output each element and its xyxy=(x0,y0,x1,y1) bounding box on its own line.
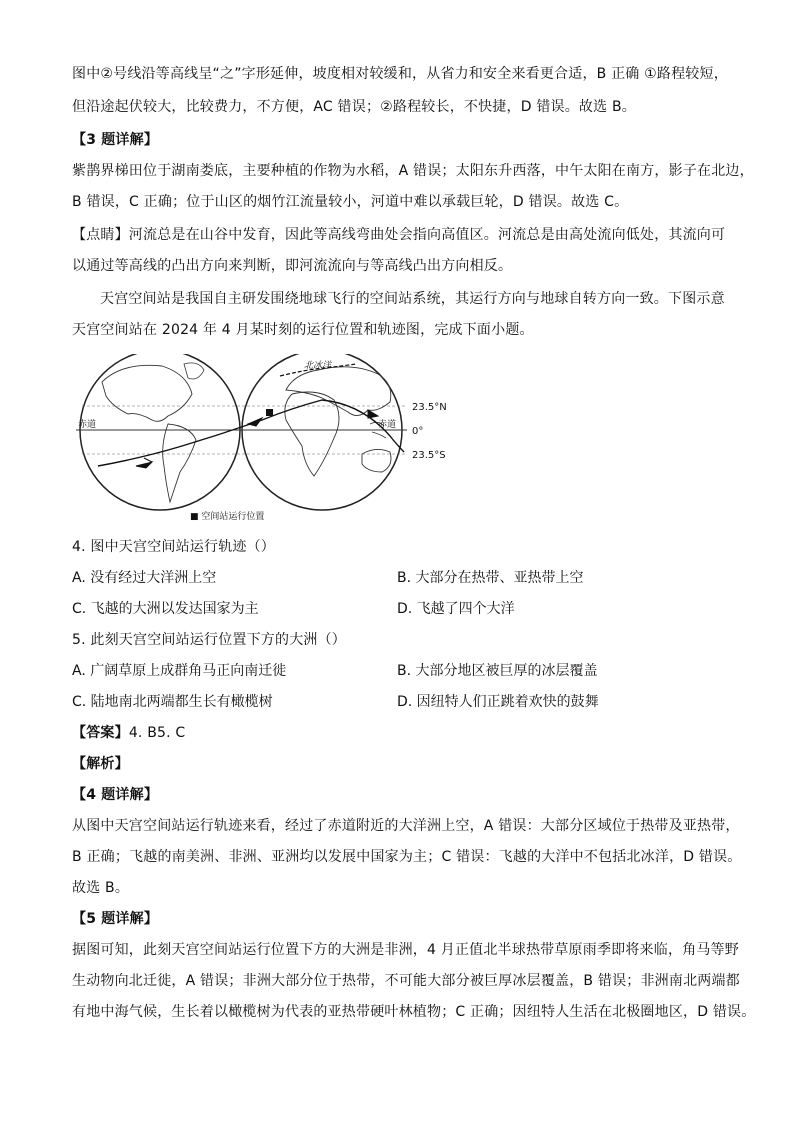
section-heading: 【3 题详解】 xyxy=(72,132,159,148)
para-line: 但沿途起伏较大，比较费力，不方便，AC 错误；②路程较长，不快捷，D 错误。故选 B。 xyxy=(72,99,636,115)
station-position-marker xyxy=(266,409,273,416)
para-line: 图中②号线沿等高线呈“之”字形延伸，坡度相对较缓和，从省力和安全来看更合适，B 正确 ①路程较短， xyxy=(72,66,728,82)
question-5-option-b: B. 大部分地区被巨厚的冰层覆盖 xyxy=(397,663,598,679)
analysis-line: B 正确；飞越的南美洲、非洲、亚洲均以发展中国家为主；C 错误：飞越的大洋中不包括北冰洋，D 错误。 xyxy=(72,849,742,865)
question-5-option-d: D. 因纽特人们正跳着欢快的鼓舞 xyxy=(397,694,599,710)
answer-line xyxy=(72,723,732,743)
answer-text: 4. B5. C xyxy=(128,725,186,741)
question-5-stem: 5. 此刻天宫空间站运行位置下方的大洲（） xyxy=(72,632,347,648)
latitude-south-label: 23.5°S xyxy=(412,450,446,461)
analysis-line: 据图可知，此刻天宫空间站运行位置下方的大洲是非洲，4 月正值北半球热带草原雨季即将来临，角马等野 xyxy=(72,942,739,958)
para-line: 紫鹊界梯田位于湖南娄底，主要种植的作物为水稻，A 错误；太阳东升西落，中午太阳在南方，影子在北边， xyxy=(72,163,754,179)
question-4-option-b: B. 大部分在热带、亚热带上空 xyxy=(397,570,584,586)
tip-line: 【点睛】河流总是在山谷中发育，因此等高线弯曲处会指向高值区。河流总是由高处流向低处，其流向可 xyxy=(72,227,726,243)
question-4-stem: 4. 图中天宫空间站运行轨迹（） xyxy=(72,539,276,555)
para-line: 以通过等高线的凸出方向来判断，即河流流向与等高线凸出方向相反。 xyxy=(72,258,513,274)
answer-label: 【答案】 xyxy=(72,725,129,741)
question-4-option-d: D. 飞越了四个大洋 xyxy=(397,601,515,617)
arctic-ocean-label: 北冰洋 xyxy=(304,361,332,371)
equator-label-left: 赤道 xyxy=(78,420,97,430)
analysis-line: 从图中天宫空间站运行轨迹来看，经过了赤道附近的大洋洲上空，A 错误：大部分区域位于热带及亚热带， xyxy=(72,818,740,834)
equator-label-right: 赤道 xyxy=(378,420,397,430)
section-heading: 【5 题详解】 xyxy=(72,911,159,927)
analysis-line: 生动物向北迁徙，A 错误；非洲大部分位于热带，不可能大部分被巨厚冰层覆盖，B 错误；非洲南北两端都 xyxy=(72,973,740,989)
question-5-option-a: A. 广阔草原上成群角马正向南迁徙 xyxy=(72,663,287,679)
analysis-line: 有地中海气候，生长着以橄榄树为代表的亚热带硬叶林植物；C 正确；因纽特人生活在北极圈地区，D 错误。 xyxy=(72,1004,756,1020)
para-line: B 错误，C 正确；位于山区的烟竹江流量较小，河道中难以承载巨轮，D 错误。故选 C。 xyxy=(72,194,629,210)
eastern-hemisphere xyxy=(242,354,402,510)
intro-line: 天宫空间站是我国自主研发围绕地球飞行的空间站系统，其运行方向与地球自转方向一致。下图示意 xyxy=(100,291,725,307)
latitude-north-label: 23.5°N xyxy=(412,402,447,413)
western-hemisphere xyxy=(80,354,240,510)
intro-line: 天宫空间站在 2024 年 4 月某时刻的运行位置和轨迹图，完成下面小题。 xyxy=(72,322,534,338)
question-4-option-c: C. 飞越的大洲以发达国家为主 xyxy=(72,601,259,617)
latitude-zero-label: 0° xyxy=(412,426,424,437)
orbit-map-figure xyxy=(72,354,492,524)
question-4-option-a: A. 没有经过大洋洲上空 xyxy=(72,570,217,586)
analysis-label: 【解析】 xyxy=(72,756,129,772)
question-5-option-c: C. 陆地南北两端都生长有橄榄树 xyxy=(72,694,273,710)
map-legend: ■ 空间站运行位置 xyxy=(190,512,265,522)
section-heading: 【4 题详解】 xyxy=(72,787,159,803)
analysis-line: 故选 B。 xyxy=(72,880,130,896)
